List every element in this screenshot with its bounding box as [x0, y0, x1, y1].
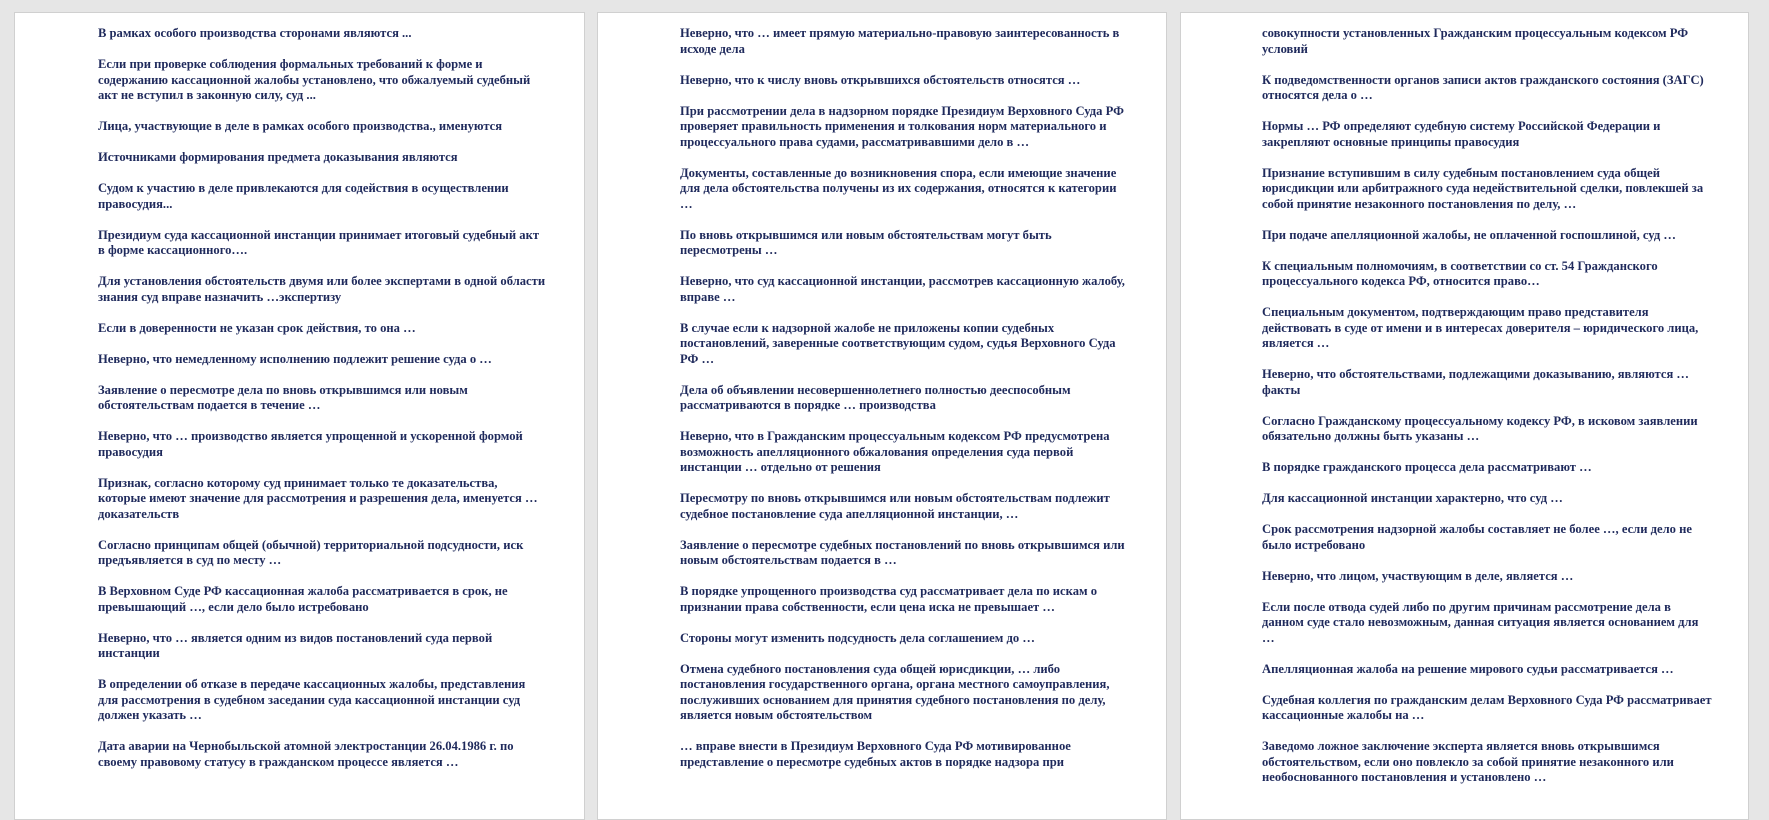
question-item: Срок рассмотрения надзорной жалобы составляет не более …, если дело не было истребовано: [1262, 522, 1692, 552]
question-item: Дата аварии на Чернобыльской атомной электростанции 26.04.1986 г. по своему правовому статусу в гражданском процессе является …: [98, 739, 514, 769]
question-item: В порядке гражданского процесса дела рассматривают …: [1262, 460, 1592, 474]
document-page-2: [597, 12, 1167, 820]
question-item: Для кассационной инстанции характерно, что суд …: [1262, 491, 1563, 505]
question-item: Заявление о пересмотре дела по вновь открывшимся или новым обстоятельствам подается в течение …: [98, 382, 468, 412]
question-item: Если после отвода судей либо по другим причинам рассмотрение дела в данном суде стало невозможным, данная ситуация является основанием для …: [1262, 599, 1699, 645]
question-item: Неверно, что … является одним из видов постановлений суда первой инстанции: [98, 630, 493, 660]
document-page-3: [1180, 12, 1749, 820]
question-item: Нормы … РФ определяют судебную систему Российской Федерации и закрепляют основные принципы правосудия: [1262, 119, 1661, 149]
question-item: Признание вступившим в силу судебным постановлением суда общей юрисдикции или арбитражного суда недействительной сделки, повлекшей за собой принятие незаконного постановления по делу, …: [1262, 165, 1704, 211]
question-item: Признак, согласно которому суд принимает только те доказательства, которые имеют значение для рассмотрения и разрешения дела, именуется … доказательств: [98, 475, 538, 521]
question-item: Документы, составленные до возникновения спора, если имеющие значение для дела обстоятельства получены из их содержания, относятся к категории …: [680, 165, 1117, 211]
question-item: В Верховном Суде РФ кассационная жалоба рассматривается в срок, не превышающий …, если дело было истребовано: [98, 584, 508, 614]
question-item: Источниками формирования предмета доказывания являются: [98, 150, 458, 164]
question-item: Неверно, что в Гражданским процессуальным кодексом РФ предусмотрена возможность апелляционного обжалования определения суда первой инстанции … отдельно от решения: [680, 429, 1110, 474]
question-item: совокупности установленных Гражданским процессуальным кодексом РФ условий: [1262, 26, 1689, 56]
question-item: Апелляционная жалоба на решение мирового судьи рассматривается …: [1262, 661, 1674, 676]
question-item: При рассмотрении дела в надзорном порядке Президиум Верховного Суда РФ проверяет правильность применения и толкования норм материального и процессуального права судами, рассматривавшими дело в …: [680, 103, 1124, 149]
question-item: Если в доверенности не указан срок действия, то она …: [98, 320, 416, 335]
question-item: … вправе внести в Президиум Верховного Суда РФ мотивированное представление о пересмотре судебных актов в порядке надзора при: [680, 739, 1071, 769]
question-item: Неверно, что … производство является упрощенной и ускоренной формой правосудия: [98, 429, 523, 459]
question-item: В рамках особого производства сторонами являются ...: [98, 26, 412, 40]
question-item: Судебная коллегия по гражданским делам Верховного Суда РФ рассматривает кассационные жалобы на …: [1262, 692, 1712, 722]
question-item: К специальным полномочиям, в соответствии со ст. 54 Гражданского процессуального кодекса РФ, относится право…: [1262, 258, 1658, 288]
question-item: К подведомственности органов записи актов гражданского состояния (ЗАГС) относятся дела о …: [1262, 72, 1704, 102]
question-item: Отмена судебного постановления суда общей юрисдикции, … либо постановления государственного органа, органа местного самоуправления, послуживших основанием для принятия судебного постановления по делу, является новым обстоятельством: [680, 661, 1110, 722]
question-item: В определении об отказе в передаче кассационных жалобы, представления для рассмотрения в судебном заседании суда кассационной инстанции суд должен указать …: [98, 677, 526, 722]
question-item: Неверно, что обстоятельствами, подлежащими доказыванию, являются … факты: [1262, 367, 1690, 397]
question-item: Неверно, что лицом, участвующим в деле, является …: [1262, 568, 1574, 583]
question-item: Для установления обстоятельств двумя или более экспертами в одной области знания суд вправе назначить …экспертизу: [98, 274, 546, 304]
question-item: Неверно, что к числу вновь открывшихся обстоятельств относятся …: [680, 72, 1081, 87]
question-item: Неверно, что суд кассационной инстанции, рассмотрев кассационную жалобу, вправе …: [680, 274, 1125, 304]
question-item: При подаче апелляционной жалобы, не оплаченной госпошлиной, суд …: [1262, 227, 1676, 242]
page-content: [680, 26, 1130, 786]
question-item: Заведомо ложное заключение эксперта является вновь открывшимся обстоятельством, если оно повлекло за собой принятие незаконного или необоснованного постановления и установлено …: [1262, 739, 1674, 784]
question-item: Неверно, что … имеет прямую материально-правовую заинтересованность в исходе дела: [680, 26, 1120, 56]
question-item: Лица, участвующие в деле в рамках особого производства., именуются: [98, 119, 503, 133]
question-item: Если при проверке соблюдения формальных требований к форме и содержанию кассационной жалобы установлено, что обжалуемый судебный акт не вступил в законную силу, суд ...: [98, 57, 531, 102]
question-item: Пересмотру по вновь открывшимся или новым обстоятельствам подлежит судебное постановление суда апелляционной инстанции, …: [680, 491, 1110, 521]
question-item: Согласно принципам общей (обычной) территориальной подсудности, иск предъявляется в суд по месту …: [98, 537, 524, 567]
question-item: Согласно Гражданскому процессуальному кодексу РФ, в исковом заявлении обязательно должны быть указаны …: [1262, 413, 1698, 443]
question-item: Неверно, что немедленному исполнению подлежит решение суда о …: [98, 351, 492, 366]
page-content: [1262, 26, 1714, 801]
question-item: В порядке упрощенного производства суд рассматривает дела по искам о признании права собственности, если цена иска не превышает …: [680, 584, 1098, 614]
page-content: [98, 26, 548, 786]
question-item: По вновь открывшимся или новым обстоятельствам могут быть пересмотрены …: [680, 227, 1052, 257]
question-item: Дела об объявлении несовершеннолетнего полностью дееспособным рассматриваются в порядке … производства: [680, 382, 1071, 412]
document-page-1: [14, 12, 585, 820]
question-item: Стороны могут изменить подсудность дела соглашением до …: [680, 630, 1035, 645]
question-item: Президиум суда кассационной инстанции принимает итоговый судебный акт в форме кассационного….: [98, 227, 540, 257]
question-item: Заявление о пересмотре судебных постановлений по вновь открывшимся или новым обстоятельствам подается в …: [680, 537, 1125, 567]
question-item: В случае если к надзорной жалобе не приложены копии судебных постановлений, заверенные соответствующим судом, судья Верховного Суда РФ …: [680, 320, 1116, 366]
question-item: Судом к участию в деле привлекаются для содействия в осуществлении правосудия...: [98, 181, 509, 211]
question-item: Специальным документом, подтверждающим право представителя действовать в суде от имени и в интересах доверителя – юридического лица, является …: [1262, 305, 1699, 350]
